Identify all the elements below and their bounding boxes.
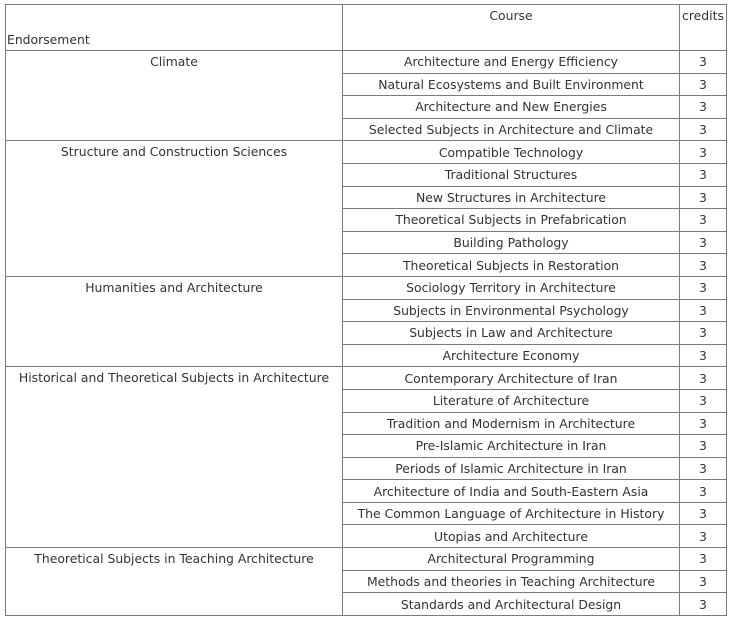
- credits-cell: 3: [680, 51, 727, 74]
- credits-cell: 3: [680, 525, 727, 548]
- table-body: [6, 51, 727, 616]
- table-row: [6, 51, 727, 74]
- credits-cell: 3: [680, 276, 727, 299]
- course-cell: Periods of Islamic Architecture in Iran: [343, 457, 680, 480]
- credits-cell: 3: [680, 502, 727, 525]
- course-table: [5, 4, 727, 616]
- course-cell: Methods and theories in Teaching Architecture: [343, 570, 680, 593]
- credits-cell: 3: [680, 163, 727, 186]
- credits-cell: 3: [680, 570, 727, 593]
- credits-cell: 3: [680, 344, 727, 367]
- course-cell: Sociology Territory in Architecture: [343, 276, 680, 299]
- course-cell: Architectural Programming: [343, 548, 680, 571]
- credits-cell: 3: [680, 480, 727, 503]
- course-cell: Literature of Architecture: [343, 389, 680, 412]
- course-cell: Theoretical Subjects in Prefabrication: [343, 209, 680, 232]
- course-cell: Subjects in Environmental Psychology: [343, 299, 680, 322]
- credits-cell: 3: [680, 412, 727, 435]
- credits-cell: 3: [680, 322, 727, 345]
- endorsement-cell: Climate: [6, 51, 343, 141]
- table-header: [6, 5, 727, 51]
- course-cell: Architecture of India and South-Eastern Asia: [343, 480, 680, 503]
- credits-cell: 3: [680, 254, 727, 277]
- table-row: [6, 276, 727, 299]
- course-header: Course: [343, 5, 680, 51]
- credits-cell: 3: [680, 593, 727, 616]
- credits-cell: 3: [680, 186, 727, 209]
- course-cell: Pre-Islamic Architecture in Iran: [343, 435, 680, 458]
- endorsement-cell: Theoretical Subjects in Teaching Architecture: [6, 548, 343, 616]
- credits-cell: 3: [680, 118, 727, 141]
- course-cell: Architecture and New Energies: [343, 96, 680, 119]
- table-row: [6, 141, 727, 164]
- credits-cell: 3: [680, 457, 727, 480]
- credits-cell: 3: [680, 73, 727, 96]
- credits-cell: 3: [680, 548, 727, 571]
- credits-cell: 3: [680, 141, 727, 164]
- table-row: [6, 367, 727, 390]
- credits-header: credits: [680, 5, 727, 51]
- endorsement-cell: Structure and Construction Sciences: [6, 141, 343, 277]
- course-cell: Theoretical Subjects in Restoration: [343, 254, 680, 277]
- credits-cell: 3: [680, 367, 727, 390]
- course-cell: Natural Ecosystems and Built Environment: [343, 73, 680, 96]
- endorsement-cell: Humanities and Architecture: [6, 276, 343, 366]
- endorsement-header: Endorsement: [6, 5, 343, 51]
- course-cell: Architecture and Energy Efficiency: [343, 51, 680, 74]
- course-cell: Selected Subjects in Architecture and Climate: [343, 118, 680, 141]
- course-cell: Building Pathology: [343, 231, 680, 254]
- course-cell: Utopias and Architecture: [343, 525, 680, 548]
- header-row: [6, 5, 727, 51]
- course-cell: The Common Language of Architecture in History: [343, 502, 680, 525]
- course-cell: New Structures in Architecture: [343, 186, 680, 209]
- course-cell: Traditional Structures: [343, 163, 680, 186]
- credits-cell: 3: [680, 299, 727, 322]
- table-row: [6, 548, 727, 571]
- credits-cell: 3: [680, 209, 727, 232]
- credits-cell: 3: [680, 231, 727, 254]
- course-cell: Contemporary Architecture of Iran: [343, 367, 680, 390]
- course-cell: Subjects in Law and Architecture: [343, 322, 680, 345]
- endorsement-cell: Historical and Theoretical Subjects in Architecture: [6, 367, 343, 548]
- course-cell: Tradition and Modernism in Architecture: [343, 412, 680, 435]
- credits-cell: 3: [680, 435, 727, 458]
- course-cell: Architecture Economy: [343, 344, 680, 367]
- course-cell: Compatible Technology: [343, 141, 680, 164]
- credits-cell: 3: [680, 96, 727, 119]
- credits-cell: 3: [680, 389, 727, 412]
- course-cell: Standards and Architectural Design: [343, 593, 680, 616]
